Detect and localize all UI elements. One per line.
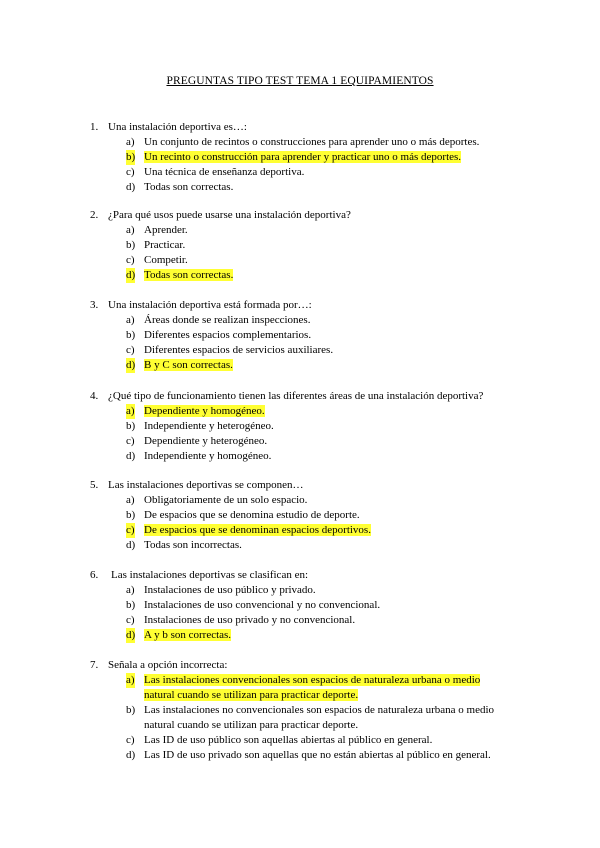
option-c[interactable] [90,253,530,268]
option-text: Independiente y heterogéneo. [144,420,274,432]
question-4 [90,389,530,464]
option-label: c) [126,614,135,626]
option-label: d) [126,749,136,761]
option-label: a) [126,584,135,596]
option-d[interactable] [90,449,530,464]
option-label: a) [126,136,135,148]
option-b[interactable] [90,508,530,523]
question-text: ¿Para qué usos puede usarse una instalación deportiva? [108,209,351,221]
option-text: Competir. [144,254,188,266]
question-number: 7. [90,659,99,671]
option-text: Instalaciones de uso público y privado. [144,584,316,596]
option-text: De espacios que se denomina estudio de deporte. [144,509,360,521]
option-label: a) [126,674,135,686]
question-stem [90,568,530,583]
question-text: Señala a opción incorrecta: [108,659,228,671]
option-label: c) [126,254,135,266]
option-text: Las instalaciones no convencionales son espacios de naturaleza urbana o medio natural cuando se utilizan para practicar deporte. [144,704,495,731]
option-label: a) [126,494,135,506]
option-b[interactable] [90,419,530,434]
option-label: c) [126,435,135,447]
question-stem [90,208,530,223]
question-6 [90,568,530,643]
option-text-correct: Todas son correctas. [144,269,234,281]
option-text: Obligatoriamente de un solo espacio. [144,494,308,506]
option-text-correct: A y b son correctas. [144,629,232,641]
option-text: Un conjunto de recintos o construcciones para aprender uno o más deportes. [144,136,480,148]
question-5 [90,478,530,553]
question-2 [90,208,530,283]
option-label: d) [126,539,136,551]
option-b[interactable] [90,328,530,343]
option-label: d) [126,450,136,462]
question-text: Una instalación deportiva está formada por…: [108,299,312,311]
option-d[interactable] [90,628,530,643]
option-label: a) [126,224,135,236]
option-text-correct: Las instalaciones convencionales son espacios de naturaleza urbana o medio natural cuando se utilizan para practicar deporte. [144,674,481,701]
option-b[interactable] [90,703,530,733]
option-label: c) [126,734,135,746]
option-b[interactable] [90,238,530,253]
question-number: 6. [90,569,99,581]
question-stem [90,389,530,404]
question-text: ¿Qué tipo de funcionamiento tienen las diferentes áreas de una instalación deportiva? [108,390,484,402]
question-number: 2. [90,209,99,221]
option-text: Las ID de uso público son aquellas abiertas al público en general. [144,734,433,746]
option-label: b) [126,239,136,251]
option-text: Una técnica de enseñanza deportiva. [144,166,305,178]
question-number: 5. [90,479,99,491]
option-d[interactable] [90,268,530,283]
question-number: 4. [90,390,99,402]
option-label: d) [126,269,136,281]
option-d[interactable] [90,748,530,763]
page-title: PREGUNTAS TIPO TEST TEMA 1 EQUIPAMIENTOS [166,75,434,87]
option-a[interactable] [90,313,530,328]
question-number: 1. [90,121,99,133]
question-1 [90,120,530,195]
option-text: Las ID de uso privado son aquellas que no están abiertas al público en general. [144,749,491,761]
question-number: 3. [90,299,99,311]
option-b[interactable] [90,598,530,613]
option-text: Diferentes espacios de servicios auxiliares. [144,344,334,356]
option-text: Diferentes espacios complementarios. [144,329,312,341]
option-label: b) [126,151,136,163]
option-text-correct: B y C son correctas. [144,359,233,371]
option-a[interactable] [90,404,530,419]
option-label: b) [126,704,136,716]
option-label: c) [126,166,135,178]
option-label: d) [126,359,136,371]
option-label: c) [126,524,135,536]
question-stem [90,658,530,673]
option-b[interactable] [90,150,530,165]
option-c[interactable] [90,343,530,358]
option-text: Aprender. [144,224,188,236]
option-label: c) [126,344,135,356]
question-text: Las instalaciones deportivas se componen… [108,479,304,491]
option-text: Todas son correctas. [144,181,234,193]
option-text-correct: De espacios que se denominan espacios deportivos. [144,524,371,536]
option-d[interactable] [90,538,530,553]
option-label: a) [126,314,135,326]
option-text: Áreas donde se realizan inspecciones. [144,314,311,326]
option-text-correct: Un recinto o construcción para aprender y practicar uno o más deportes. [144,151,462,163]
option-d[interactable] [90,180,530,195]
question-3 [90,298,530,373]
option-c[interactable] [90,165,530,180]
option-a[interactable] [90,135,530,150]
option-label: b) [126,420,136,432]
option-c[interactable] [90,434,530,449]
option-d[interactable] [90,358,530,373]
question-text: Las instalaciones deportivas se clasifican en: [111,569,309,581]
question-stem [90,478,530,493]
option-a[interactable] [90,673,530,703]
question-text: Una instalación deportiva es…: [108,121,247,133]
question-stem [90,298,530,313]
option-text: Instalaciones de uso convencional y no convencional. [144,599,381,611]
option-text: Independiente y homogéneo. [144,450,272,462]
option-c[interactable] [90,613,530,628]
option-label: b) [126,599,136,611]
question-7 [90,658,530,763]
option-text: Instalaciones de uso privado y no convencional. [144,614,356,626]
question-stem [90,120,530,135]
option-a[interactable] [90,223,530,238]
option-a[interactable] [90,583,530,598]
option-label: a) [126,405,135,417]
option-text: Practicar. [144,239,186,251]
option-label: d) [126,181,136,193]
option-text-correct: Dependiente y homogéneo. [144,405,265,417]
option-text: Todas son incorrectas. [144,539,242,551]
option-c[interactable] [90,733,530,748]
option-label: b) [126,509,136,521]
option-c[interactable] [90,523,530,538]
option-label: d) [126,629,136,641]
option-text: Dependiente y heterogéneo. [144,435,268,447]
option-label: b) [126,329,136,341]
option-a[interactable] [90,493,530,508]
